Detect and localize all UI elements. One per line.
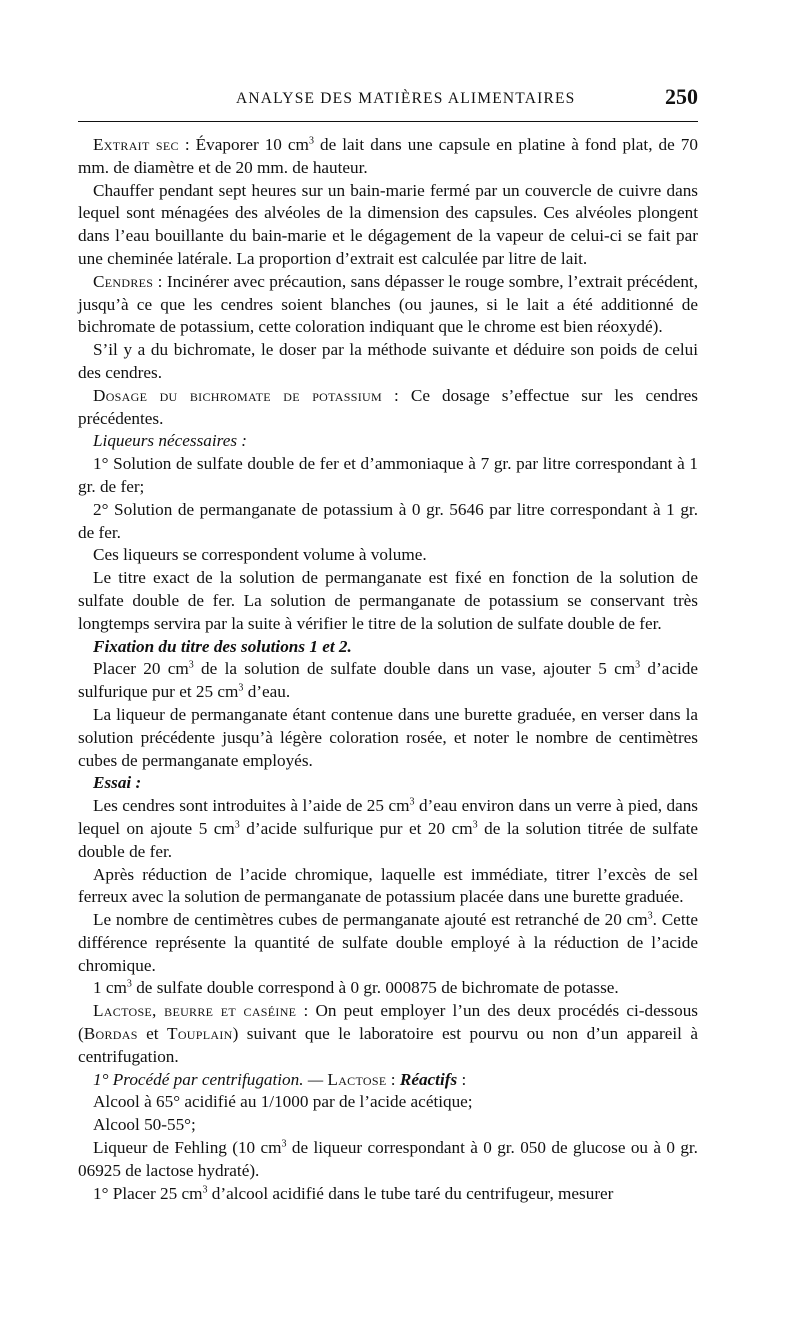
paragraph-extrait-sec: Extrait sec : Évaporer 10 $cm^3$ de lait dans une capsule en platine à fond plat, de 70 mm. de diamètre et de 20 mm. de hauteur. [78,135,698,177]
page-number: 250 [665,84,698,109]
page-body [78,134,698,1205]
paragraph: Placer 20 $cm^3$ de la solution de sulfate double dans un vase, ajouter 5 $cm^3$ d’acide sulfurique pur et 25 $cm^3$ d’eau. [78,659,698,702]
paragraph: S’il y a du bichromate, le doser par la méthode suivante et déduire son poids de celui des cendres. [78,340,698,382]
subheading-liqueurs: Liqueurs nécessaires : [93,431,248,451]
paragraph: Le nombre de centimètres cubes de permanganate ajouté est retranché de 20 $cm^3$. Cette différence représente la quantité de sulfate double employé à la réduction de l’acide chromique. [78,910,698,975]
list-item: 2° Solution de permanganate de potassium à 0 gr. 5646 par litre correspondant à 1 gr. de fer. [78,499,698,542]
subheading-fixation: Fixation du titre des solutions 1 et 2. [93,636,352,656]
paragraph: 1° Placer 25 $cm^3$ d’alcool acidifié dans le tube taré du centrifugeur, mesurer [93,1183,614,1203]
subheading-essai: Essai : [93,773,142,793]
paragraph-dosage: Dosage du bichromate de potassium : Ce dosage s’effectue sur les cendres précédentes. [78,385,698,428]
paragraph: Alcool à 65° acidifié au 1/1000 par de l’acide acétique; [93,1092,473,1112]
author-name: Bordas [83,1024,138,1044]
section-label: Dosage du bichromate de potassium [93,385,382,405]
page-header [78,86,698,112]
list-item: 1° Solution de sulfate double de fer et d’ammoniaque à 7 gr. par litre correspondant à 1 gr. de fer; [78,454,698,496]
paragraph: Ces liqueurs se correspondent volume à volume. [93,545,427,565]
paragraph-procede: 1° Procédé par centrifugation. — Lactose : Réactifs : [93,1069,467,1089]
paragraph: Liqueur de Fehling (10 $cm^3$ de liqueur correspondant à 0 gr. 050 de glucose ou à 0 gr. 06925 de lactose hydraté). [78,1138,698,1180]
author-name: Touplain [167,1024,233,1044]
paragraph: Les cendres sont introduites à l’aide de 25 $cm^3$ d’eau environ dans un verre à pied, dans lequel on ajoute 5 $cm^3$ d’acide sulfurique pur et 20 $cm^3$ de la solution titrée de sulfate double de fer. [78,796,699,861]
paragraph: Après réduction de l’acide chromique, laquelle est immédiate, titrer l’excès de sel ferreux avec la solution de permanganate de potassium placée dans une burette graduée. [78,864,698,907]
running-head: ANALYSE DES MATIÈRES ALIMENTAIRES [236,90,576,107]
section-label: Extrait sec [93,135,179,154]
section-label: Cendres [93,271,154,291]
paragraph: Chauffer pendant sept heures sur un bain-marie fermé par un couvercle de cuivre dans lequel sont ménagées des alvéoles de la dimension des capsules. Ces alvéoles plongent dans l’eau bouillante du bain-marie et le dégagement de la vapeur de celui-ci se fait par une cheminée latérale. La proportion d’extrait est calculée par litre de lait. [78,180,698,268]
header-rule [78,121,698,122]
paragraph: 1 $cm^3$ de sulfate double correspond à 0 gr. 000875 de bichromate de potasse. [93,978,619,998]
section-label: Lactose, beurre et caséine [93,1001,297,1021]
paragraph-cendres: Cendres : Incinérer avec précaution, sans dépasser le rouge sombre, l’extrait précédent, jusqu’à ce que les cendres soient blanches (ou jaunes, si le lait a été additionné de bichromate de potassium, cette coloration indiquant que le chrome est bien réoxydé). [78,271,698,337]
paragraph-lactose-beurre-caseine: Lactose, beurre et caséine : On peut employer l’un des deux procédés ci-dessous (Bordas et Touplain) suivant que le laboratoire est pourvu ou non d’un appareil à centrifugation. [78,1001,698,1066]
paragraph: Alcool 50-55°; [93,1115,196,1135]
paragraph: Le titre exact de la solution de permanganate est fixé en fonction de la solution de sulfate double de fer. La solution de permanganate de potassium se conservant très longtemps servira par la suite à vérifier le titre de la solution de sulfate double de fer. [78,568,698,633]
paragraph: La liqueur de permanganate étant contenue dans une burette graduée, en verser dans la solution précédente jusqu’à légère coloration rosée, et noter le nombre de centimètres cubes de permanganate employés. [78,704,698,770]
section-label: Lactose [327,1069,387,1089]
